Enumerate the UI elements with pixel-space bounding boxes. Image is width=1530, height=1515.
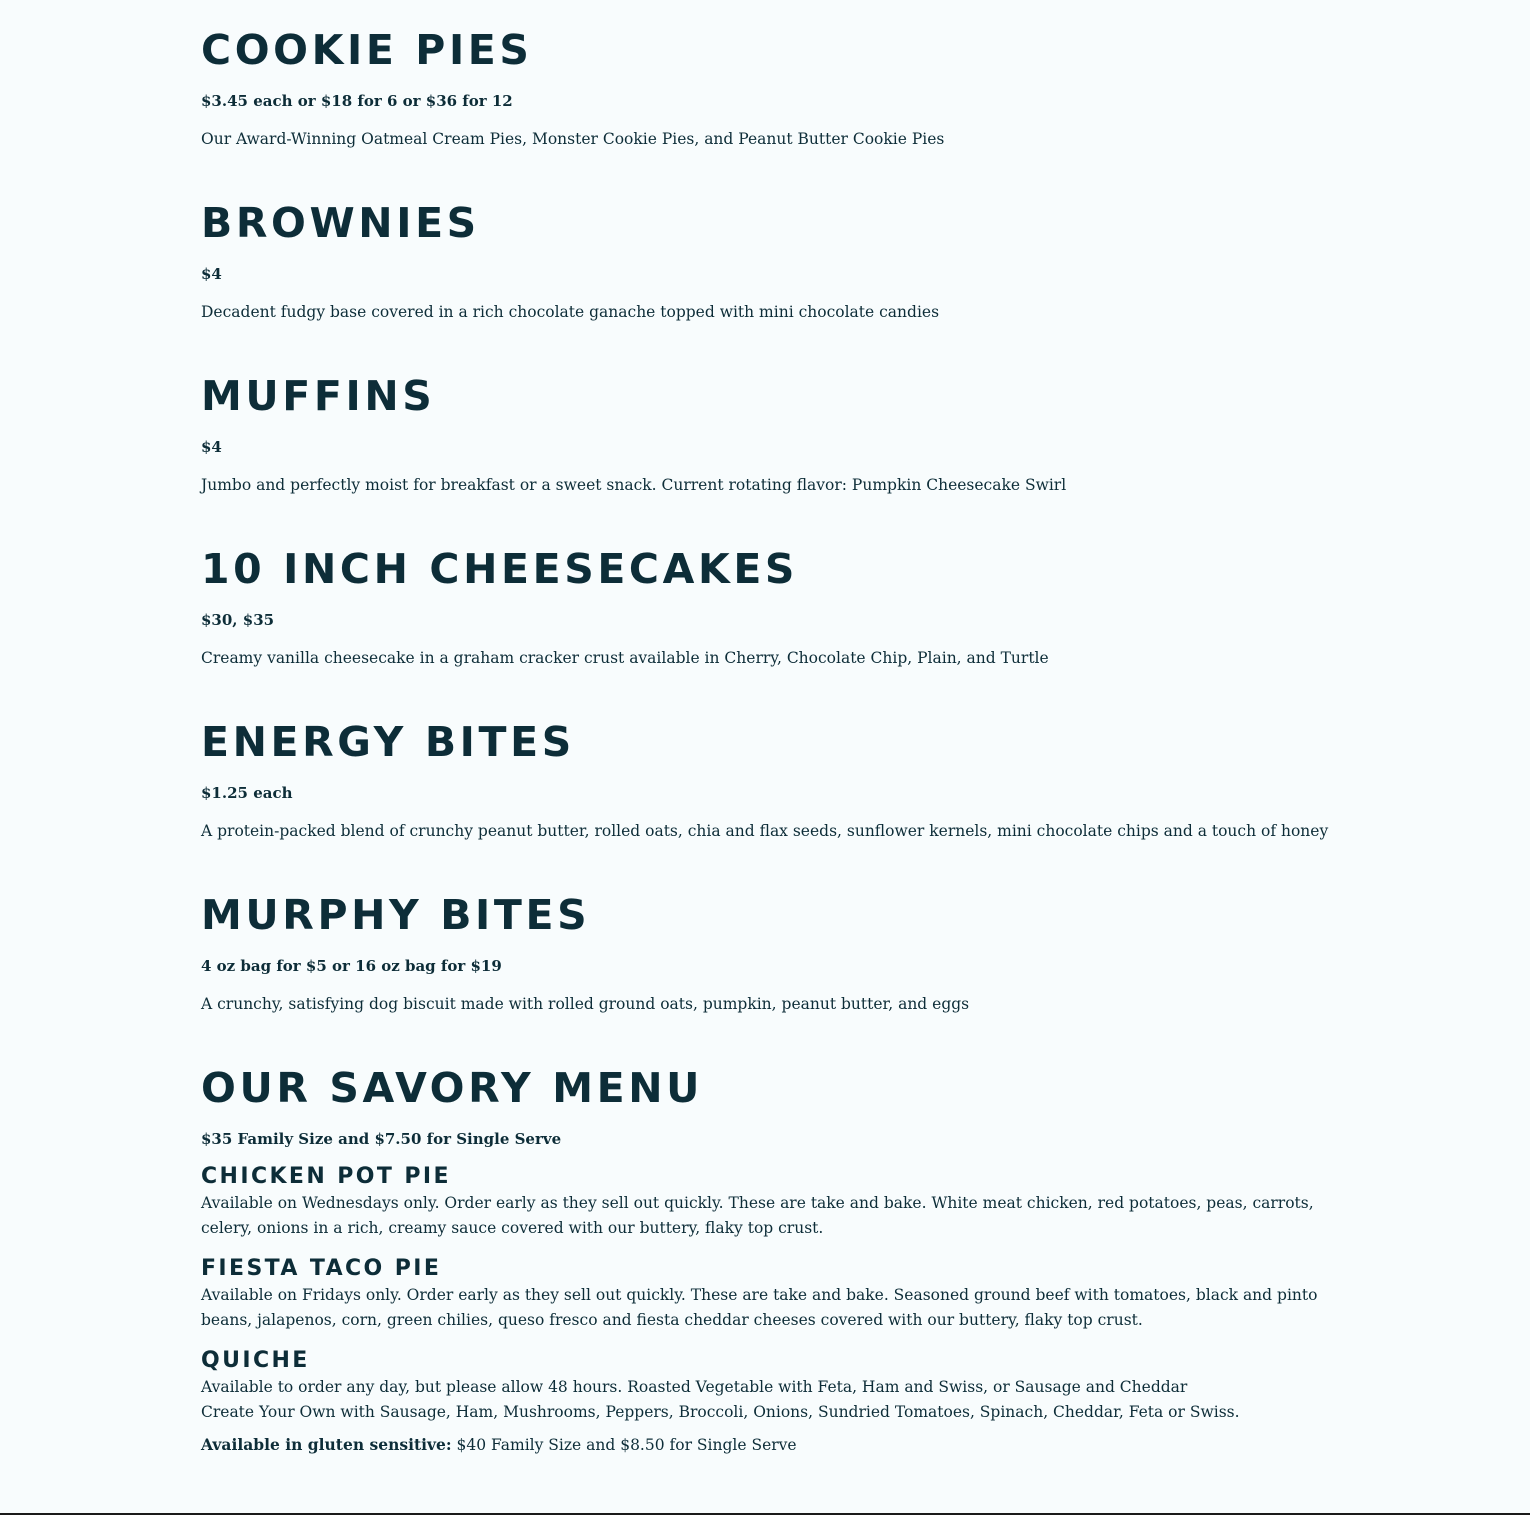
section-price: $4 bbox=[201, 265, 222, 283]
section-price: $3.45 each or $18 for 6 or $36 for 12 bbox=[201, 92, 513, 110]
section-description: Decadent fudgy base covered in a rich chocolate ganache topped with mini chocolate candies bbox=[201, 303, 940, 321]
savory-item-title: QUICHE bbox=[201, 1348, 310, 1373]
section-title: MURPHY BITES bbox=[201, 891, 591, 939]
gluten-sensitive-label: Available in gluten sensitive: bbox=[201, 1435, 452, 1454]
section-brownies bbox=[201, 197, 1341, 325]
section-price: $1.25 each bbox=[201, 784, 293, 802]
menu-content bbox=[201, 24, 1341, 1456]
section-description: A crunchy, satisfying dog biscuit made with rolled ground oats, pumpkin, peanut butter, and eggs bbox=[201, 995, 970, 1013]
section-title: 10 INCH CHEESECAKES bbox=[201, 545, 799, 593]
savory-item-title: CHICKEN POT PIE bbox=[201, 1164, 451, 1189]
gluten-sensitive-note bbox=[201, 1434, 1341, 1456]
section-price: $4 bbox=[201, 438, 222, 456]
section-price: $35 Family Size and $7.50 for Single Serve bbox=[201, 1130, 562, 1148]
section-muffins bbox=[201, 370, 1341, 498]
gluten-sensitive-price: $40 Family Size and $8.50 for Single Serve bbox=[451, 1436, 797, 1454]
savory-item-line: Create Your Own with Sausage, Ham, Mushrooms, Peppers, Broccoli, Onions, Sundried Tomatoes, Spinach, Cheddar, Feta or Swiss. bbox=[201, 1403, 1240, 1421]
section-title: OUR SAVORY MENU bbox=[201, 1064, 704, 1112]
savory-item-line: celery, onions in a rich, creamy sauce covered with our buttery, flaky top crust. bbox=[201, 1219, 824, 1237]
savory-item-title: FIESTA TACO PIE bbox=[201, 1256, 442, 1281]
section-savory-menu bbox=[201, 1062, 1341, 1456]
section-description: Creamy vanilla cheesecake in a graham cracker crust available in Cherry, Chocolate Chip, Plain, and Turtle bbox=[201, 649, 1049, 667]
section-cheesecakes bbox=[201, 543, 1341, 671]
section-title: ENERGY BITES bbox=[201, 718, 575, 766]
section-price: 4 oz bag for $5 or 16 oz bag for $19 bbox=[201, 957, 502, 975]
savory-item-line: beans, jalapenos, corn, green chilies, queso fresco and fiesta cheddar cheeses covered with our buttery, flaky top crust. bbox=[201, 1311, 1143, 1329]
savory-item-fiesta-taco-pie bbox=[201, 1255, 1341, 1333]
savory-item-quiche bbox=[201, 1347, 1341, 1425]
section-cookie-pies bbox=[201, 24, 1341, 152]
section-title: BROWNIES bbox=[201, 199, 480, 247]
savory-item-line: Available to order any day, but please allow 48 hours. Roasted Vegetable with Feta, Ham and Swiss, or Sausage and Cheddar bbox=[201, 1378, 1188, 1396]
savory-item-line: Available on Wednesdays only. Order early as they sell out quickly. These are take and bake. White meat chicken, red potatoes, peas, carrots, bbox=[201, 1194, 1314, 1212]
section-murphy-bites bbox=[201, 889, 1341, 1017]
section-energy-bites bbox=[201, 716, 1341, 844]
section-description: A protein-packed blend of crunchy peanut butter, rolled oats, chia and flax seeds, sunflower kernels, mini chocolate chips and a touch of honey bbox=[201, 822, 1329, 840]
section-description: Our Award-Winning Oatmeal Cream Pies, Monster Cookie Pies, and Peanut Butter Cookie Pies bbox=[201, 130, 945, 148]
section-title: MUFFINS bbox=[201, 372, 436, 420]
section-title: COOKIE PIES bbox=[201, 26, 533, 74]
section-price: $30, $35 bbox=[201, 611, 275, 629]
savory-item-line: Available on Fridays only. Order early as they sell out quickly. These are take and bake. Seasoned ground beef with tomatoes, black and pinto bbox=[201, 1286, 1318, 1304]
section-description: Jumbo and perfectly moist for breakfast or a sweet snack. Current rotating flavor: Pumpkin Cheesecake Swirl bbox=[201, 476, 1067, 494]
savory-item-chicken-pot-pie bbox=[201, 1163, 1341, 1241]
